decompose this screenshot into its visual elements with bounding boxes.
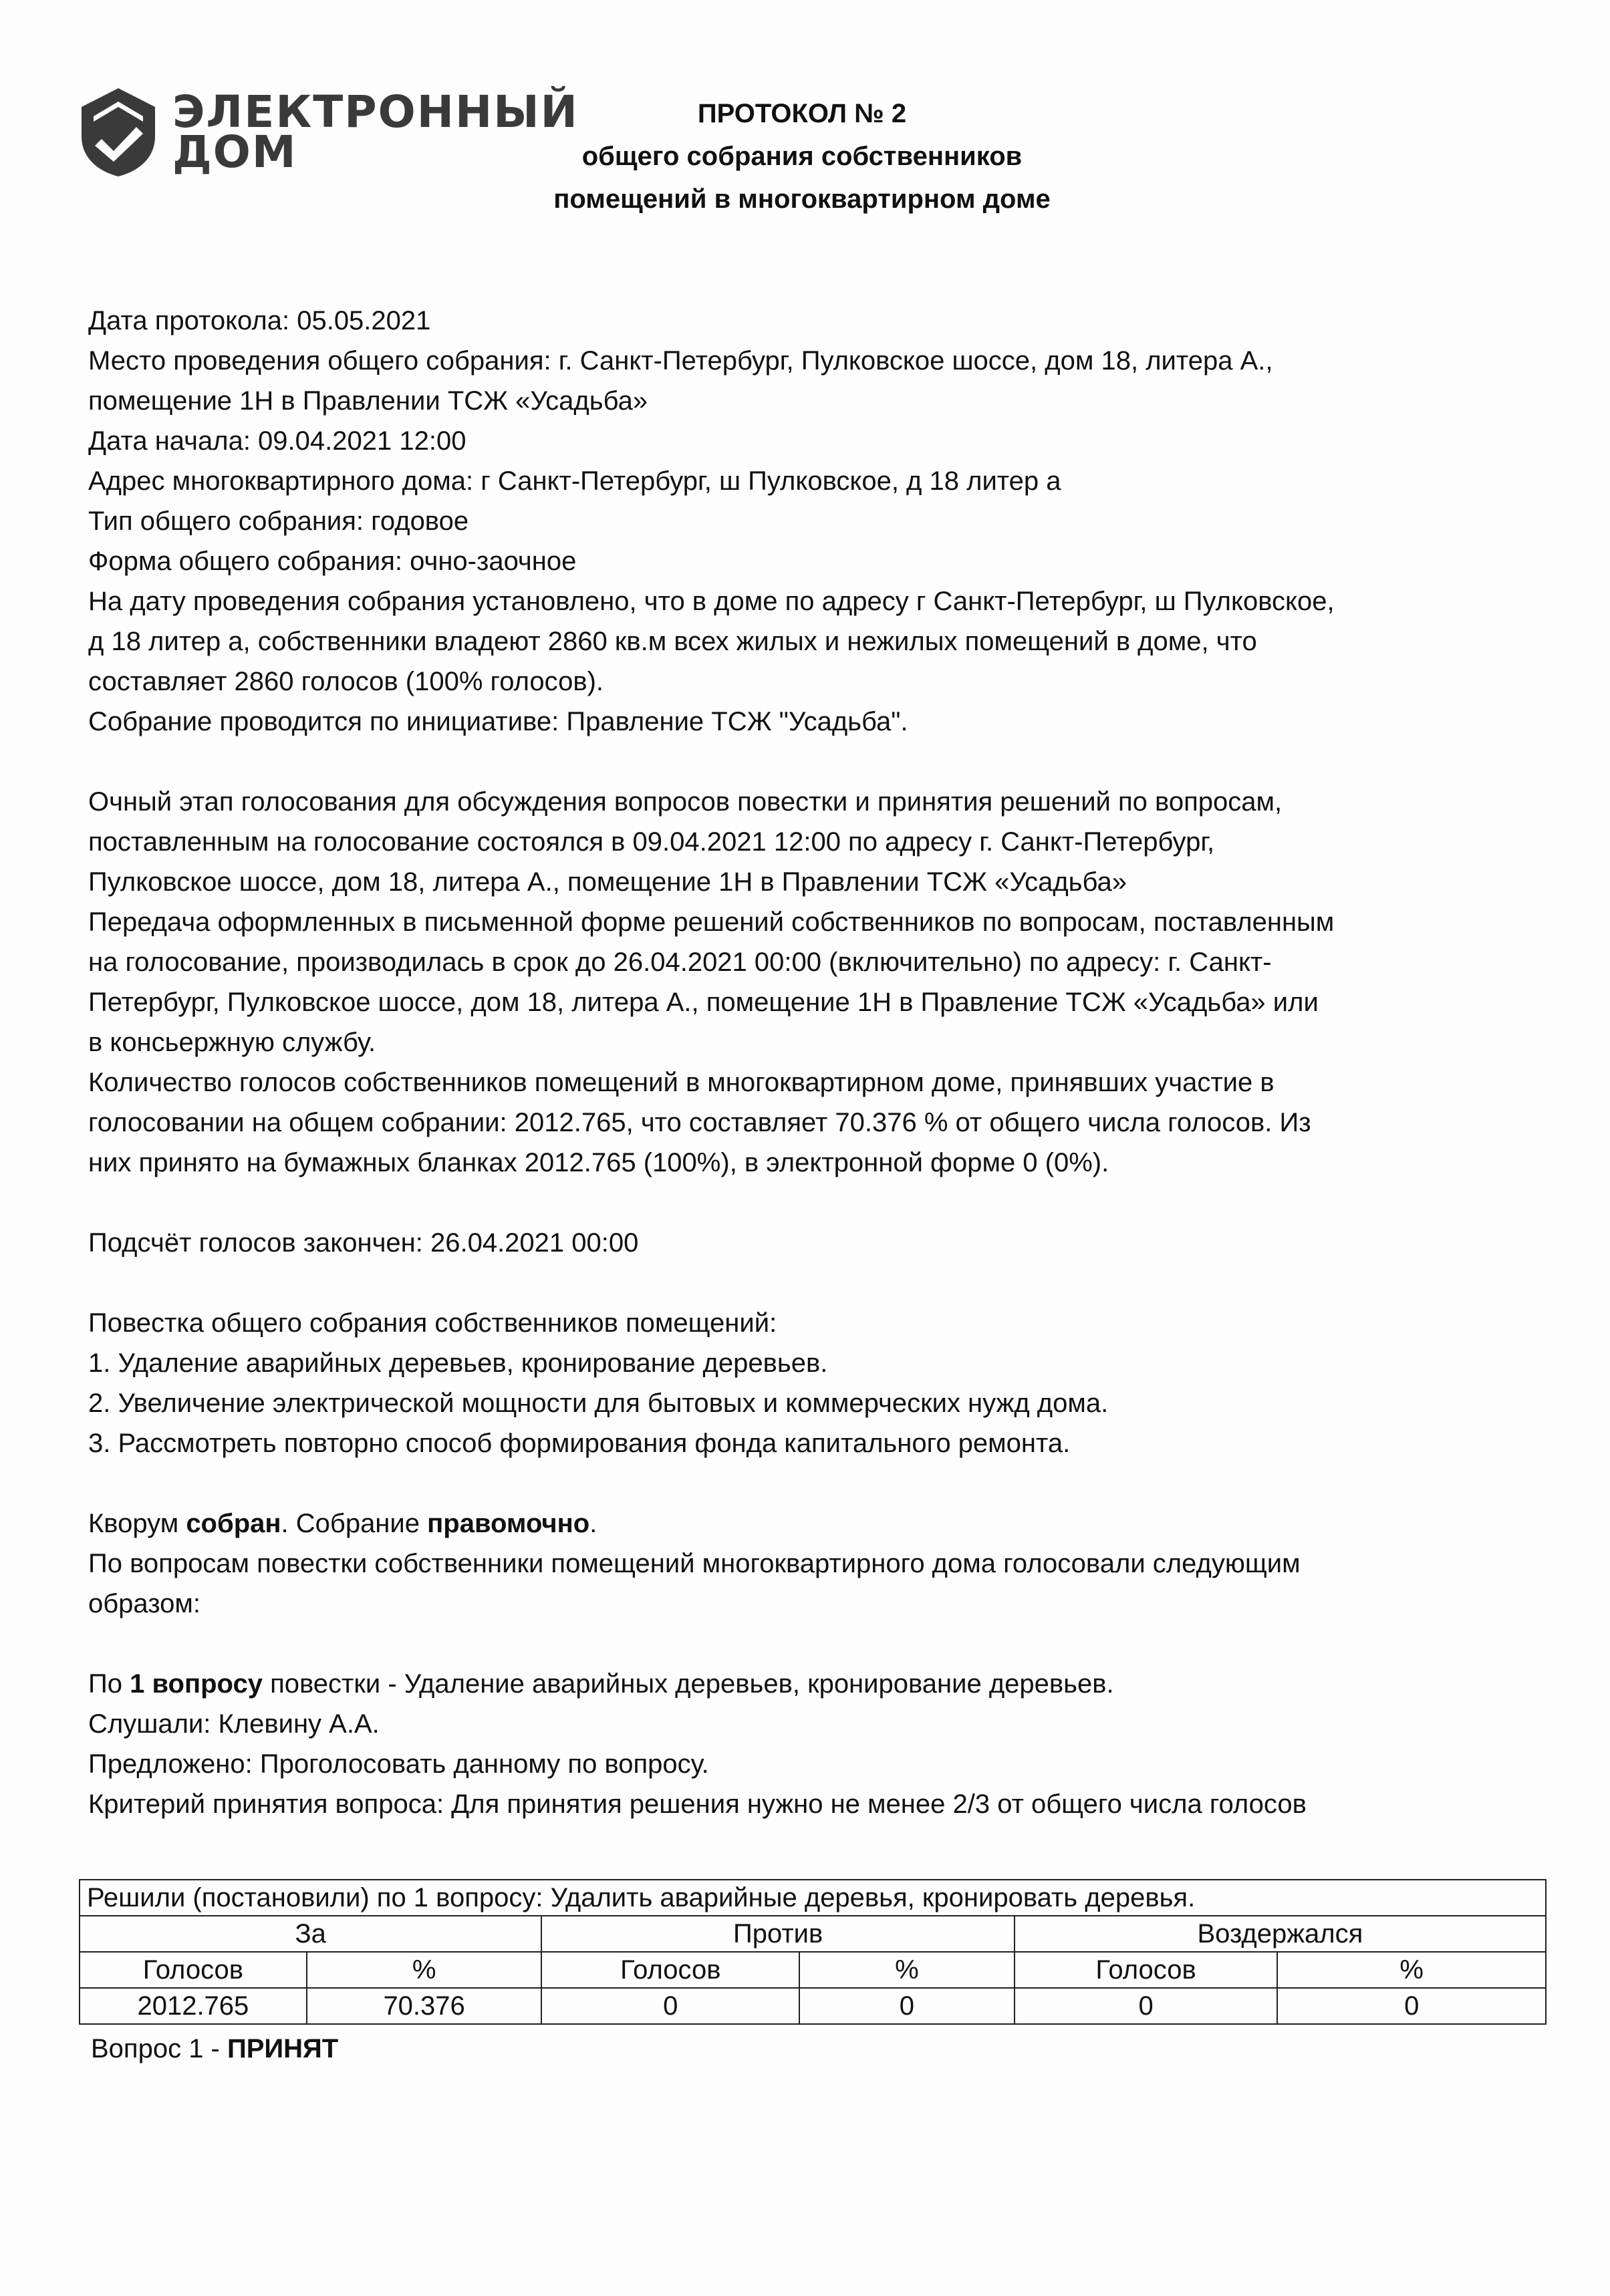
proposal: Предложено: Проголосовать данному по вопросу. bbox=[88, 1749, 709, 1779]
column-header-percent: % bbox=[799, 1952, 1015, 1988]
column-header-votes: Голосов bbox=[80, 1952, 307, 1988]
title-line-3: помещений в многоквартирном доме bbox=[553, 184, 1051, 214]
column-header-percent: % bbox=[1277, 1952, 1546, 1988]
verdict-status: ПРИНЯТ bbox=[227, 2034, 339, 2063]
document-title bbox=[454, 92, 1150, 221]
logo-line-2: ДОМ bbox=[172, 126, 297, 178]
house-shield-icon bbox=[79, 87, 158, 178]
spacer bbox=[88, 1183, 1545, 1223]
voting-intro-line-2: образом: bbox=[88, 1589, 200, 1618]
spacer bbox=[88, 1263, 1545, 1303]
agenda-item-3: 3. Рассмотреть повторно способ формирования фонда капитального ремонта. bbox=[88, 1429, 1071, 1458]
group-header-abstain: Воздержался bbox=[1015, 1916, 1546, 1952]
title-line-2: общего собрания собственников bbox=[581, 142, 1023, 171]
count-finished: Подсчёт голосов закончен: 26.04.2021 00:00 bbox=[88, 1228, 639, 1258]
in-person-stage-line-1: Очный этап голосования для обсуждения вопросов повестки и принятия решений по вопросам, bbox=[88, 787, 1283, 817]
column-header-votes: Голосов bbox=[1015, 1952, 1278, 1988]
spacer bbox=[88, 742, 1545, 782]
abstain-votes-cell: 0 bbox=[1015, 1988, 1278, 2024]
voting-intro-line-1: По вопросам повестки собственники помещений многоквартирного дома голосовали следующим bbox=[88, 1549, 1301, 1578]
participation-line-2: голосовании на общем собрании: 2012.765, что составляет 70.376 % от общего числа голосов. Из bbox=[88, 1108, 1311, 1137]
heard-speaker: Слушали: Клевину А.А. bbox=[88, 1709, 380, 1739]
meeting-place-line-2: помещение 1Н в Правлении ТСЖ «Усадьба» bbox=[88, 386, 648, 416]
table-row bbox=[80, 1988, 1546, 2024]
participation-line-1: Количество голосов собственников помещений в многоквартирном доме, принявших участие в bbox=[88, 1068, 1274, 1097]
question-1-heading: По 1 вопросу повестки - Удаление аварийных деревьев, кронирование деревьев. bbox=[88, 1669, 1114, 1699]
submission-line-2: на голосование, производилась в срок до 26.04.2021 00:00 (включительно) по адресу: г. Санкт- bbox=[88, 948, 1272, 977]
meeting-place-line-1: Место проведения общего собрания: г. Санкт-Петербург, Пулковское шоссе, дом 18, литера А., bbox=[88, 346, 1273, 376]
quorum-statement: Кворум собран. Собрание правомочно. bbox=[88, 1509, 597, 1538]
acceptance-criterion: Критерий принятия вопроса: Для принятия решения нужно не менее 2/3 от общего числа голосов bbox=[88, 1789, 1307, 1819]
initiator: Собрание проводится по инициативе: Правление ТСЖ "Усадьба". bbox=[88, 707, 908, 736]
abstain-percent-cell: 0 bbox=[1277, 1988, 1546, 2024]
participation-line-3: них принято на бумажных бланках 2012.765 (100%), в электронной форме 0 (0%). bbox=[88, 1148, 1109, 1177]
title-line-1: ПРОТОКОЛ № 2 bbox=[697, 99, 907, 128]
for-percent-cell: 70.376 bbox=[307, 1988, 542, 2024]
verdict-prefix: Вопрос 1 - bbox=[91, 2034, 227, 2063]
spacer bbox=[88, 1624, 1545, 1664]
submission-line-1: Передача оформленных в письменной форме решений собственников по вопросам, поставленным bbox=[88, 907, 1335, 937]
spacer bbox=[88, 1463, 1545, 1503]
meeting-form: Форма общего собрания: очно-заочное bbox=[88, 547, 577, 576]
meeting-type: Тип общего собрания: годовое bbox=[88, 507, 469, 536]
agenda-item-2: 2. Увеличение электрической мощности для бытовых и коммерческих нужд дома. bbox=[88, 1389, 1109, 1418]
submission-line-3: Петербург, Пулковское шоссе, дом 18, литера А., помещение 1Н в Правление ТСЖ «Усадьба» или bbox=[88, 988, 1319, 1017]
agenda-heading: Повестка общего собрания собственников помещений: bbox=[88, 1308, 777, 1338]
table-row bbox=[80, 1952, 1546, 1988]
table-row bbox=[80, 1916, 1546, 1952]
agenda-item-1: 1. Удаление аварийных деревьев, кронирование деревьев. bbox=[88, 1348, 828, 1378]
ownership-paragraph-line-3: составляет 2860 голосов (100% голосов). bbox=[88, 667, 603, 696]
document-body bbox=[88, 301, 1545, 1824]
question-1-verdict bbox=[91, 2029, 338, 2069]
ownership-paragraph-line-1: На дату проведения собрания установлено, что в доме по адресу г Санкт-Петербург, ш Пулковское, bbox=[88, 587, 1335, 616]
logo-line-1: ЭЛЕКТРОННЫЙ bbox=[172, 86, 579, 138]
against-percent-cell: 0 bbox=[799, 1988, 1015, 2024]
in-person-stage-line-3: Пулковское шоссе, дом 18, литера А., помещение 1Н в Правлении ТСЖ «Усадьба» bbox=[88, 867, 1127, 897]
protocol-date: Дата протокола: 05.05.2021 bbox=[88, 306, 431, 335]
start-date: Дата начала: 09.04.2021 12:00 bbox=[88, 426, 466, 456]
against-votes-cell: 0 bbox=[541, 1988, 799, 2024]
ownership-paragraph-line-2: д 18 литер а, собственники владеют 2860 кв.м всех жилых и нежилых помещений в доме, что bbox=[88, 627, 1257, 656]
table-row bbox=[80, 1880, 1546, 1916]
group-header-against: Против bbox=[541, 1916, 1014, 1952]
building-address: Адрес многоквартирного дома: г Санкт-Петербург, ш Пулковское, д 18 литер а bbox=[88, 466, 1061, 496]
column-header-percent: % bbox=[307, 1952, 542, 1988]
decision-cell: Решили (постановили) по 1 вопросу: Удалить аварийные деревья, кронировать деревья. bbox=[80, 1880, 1546, 1916]
column-header-votes: Голосов bbox=[541, 1952, 799, 1988]
group-header-for: За bbox=[80, 1916, 541, 1952]
in-person-stage-line-2: поставленным на голосование состоялся в 09.04.2021 12:00 по адресу г. Санкт-Петербург, bbox=[88, 827, 1215, 857]
submission-line-4: в консьержную службу. bbox=[88, 1028, 376, 1057]
for-votes-cell: 2012.765 bbox=[80, 1988, 307, 2024]
voting-results-table bbox=[79, 1879, 1547, 2025]
